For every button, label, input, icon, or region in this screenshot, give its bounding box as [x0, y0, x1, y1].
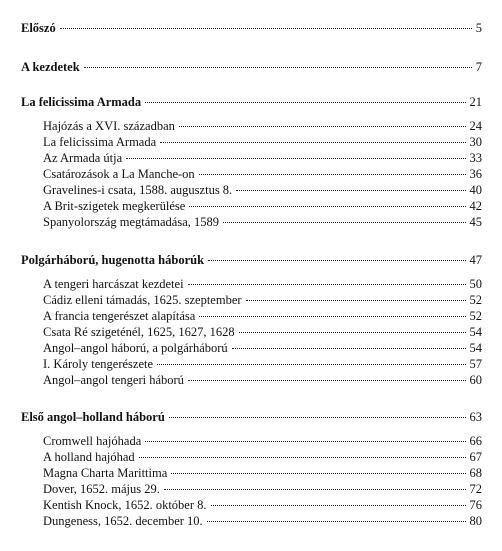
toc-entry-title: A kezdetek	[21, 60, 80, 74]
toc-section	[43, 118, 482, 134]
toc-entry-title: A Brit-szigetek megkerülése	[43, 199, 186, 213]
dot-leader	[223, 222, 466, 223]
toc-section	[43, 150, 482, 166]
toc-section	[43, 182, 482, 198]
toc-entry-title: Kentish Knock, 1652. október 8.	[43, 498, 207, 512]
toc-chapter-elso-angol-holland	[21, 409, 482, 425]
toc-entry-page: 52	[469, 293, 482, 307]
dot-leader	[232, 348, 466, 349]
toc-section	[43, 372, 482, 388]
toc-chapter-a-kezdetek	[21, 59, 482, 75]
dot-leader	[199, 174, 466, 175]
toc-entry-title: I. Károly tengerészete	[43, 357, 154, 371]
toc-section	[43, 433, 482, 449]
toc-entry-page: 36	[469, 167, 482, 181]
toc-entry-page: 40	[469, 183, 482, 197]
toc-entry-title: Angol–angol háború, a polgárháború	[43, 341, 228, 355]
toc-entry-page: 54	[469, 341, 482, 355]
toc-entry-page: 30	[469, 135, 482, 149]
toc-section	[43, 513, 482, 529]
toc-entry-page: 54	[469, 325, 482, 339]
dot-leader	[189, 206, 465, 207]
toc-entry-title: Magna Charta Marittima	[43, 466, 168, 480]
dot-leader	[60, 28, 472, 29]
toc-entry-title: Csata Ré szigeténél, 1625, 1627, 1628	[43, 325, 235, 339]
toc-section	[43, 166, 482, 182]
dot-leader	[139, 457, 466, 458]
dot-leader	[211, 505, 466, 506]
toc-entry-title: Hajózás a XVI. században	[43, 119, 175, 133]
toc-entry-page: 24	[469, 119, 482, 133]
dot-leader	[236, 190, 465, 191]
toc-entry-page: 52	[469, 309, 482, 323]
toc-entry-page: 47	[469, 253, 482, 267]
dot-leader	[239, 332, 466, 333]
toc-entry-page: 76	[469, 498, 482, 512]
toc-section	[43, 497, 482, 513]
toc-entry-page: 21	[469, 95, 482, 109]
dot-leader	[157, 364, 465, 365]
toc-entry-title: Dover, 1652. május 29.	[43, 482, 160, 496]
dot-leader	[171, 473, 465, 474]
toc-section	[43, 340, 482, 356]
toc-entry-title: Előszó	[21, 21, 56, 35]
toc-entry-page: 67	[469, 450, 482, 464]
toc-entry-page: 63	[469, 410, 482, 424]
toc-section	[43, 214, 482, 230]
toc-entry-title: Első angol–holland háború	[21, 410, 165, 424]
toc-chapter-polgarhaboru	[21, 252, 482, 268]
toc-entry-page: 33	[469, 151, 482, 165]
toc-entry-title: Gravelines-i csata, 1588. augusztus 8.	[43, 183, 233, 197]
toc-entry-page: 68	[469, 466, 482, 480]
toc-entry-page: 72	[469, 482, 482, 496]
toc-entry-title: Polgárháború, hugenotta háborúk	[21, 253, 205, 267]
toc-section	[43, 465, 482, 481]
toc-section	[43, 481, 482, 497]
dot-leader	[208, 260, 465, 261]
toc-section	[43, 449, 482, 465]
toc-entry-title: La felicissima Armada	[21, 95, 142, 109]
toc-entry-page: 5	[475, 21, 482, 35]
toc-entry-title: Angol–angol tengeri háború	[43, 373, 184, 387]
dot-leader	[188, 284, 466, 285]
toc-entry-page: 45	[469, 215, 482, 229]
toc-entry-page: 50	[469, 277, 482, 291]
dot-leader	[160, 142, 465, 143]
toc-entry-title: Spanyolország megtámadása, 1589	[43, 215, 219, 229]
toc-section	[43, 134, 482, 150]
toc-entry-title: A holland hajóhad	[43, 450, 135, 464]
toc-entry-title: Dungeness, 1652. december 10.	[43, 514, 203, 528]
toc-entry-page: 42	[469, 199, 482, 213]
toc-chapter-felicissima-armada	[21, 94, 482, 110]
dot-leader	[126, 158, 465, 159]
toc-entry-page: 80	[469, 514, 482, 528]
toc-chapter-eloszo	[21, 20, 482, 36]
toc-entry-title: Az Armada útja	[43, 151, 123, 165]
toc-entry-page: 66	[469, 434, 482, 448]
dot-leader	[145, 102, 465, 103]
toc-section	[43, 198, 482, 214]
dot-leader	[164, 489, 466, 490]
dot-leader	[188, 380, 466, 381]
toc-entry-title: La felicissima Armada	[43, 135, 157, 149]
toc-section	[43, 356, 482, 372]
toc-entry-title: Csatározások a La Manche-on	[43, 167, 195, 181]
toc-section	[43, 324, 482, 340]
dot-leader	[199, 316, 465, 317]
dot-leader	[169, 417, 466, 418]
toc-entry-page: 60	[469, 373, 482, 387]
dot-leader	[84, 67, 472, 68]
toc-entry-title: Cromwell hajóhada	[43, 434, 142, 448]
dot-leader	[246, 300, 466, 301]
toc-section	[43, 276, 482, 292]
toc-section	[43, 308, 482, 324]
toc-section	[43, 292, 482, 308]
toc-entry-page: 57	[469, 357, 482, 371]
dot-leader	[179, 126, 466, 127]
dot-leader	[145, 441, 465, 442]
dot-leader	[207, 521, 466, 522]
toc-entry-title: Cádiz elleni támadás, 1625. szeptember	[43, 293, 242, 307]
toc-entry-page: 7	[475, 60, 482, 74]
toc-entry-title: A tengeri harcászat kezdetei	[43, 277, 184, 291]
toc-entry-title: A francia tengerészet alapítása	[43, 309, 196, 323]
